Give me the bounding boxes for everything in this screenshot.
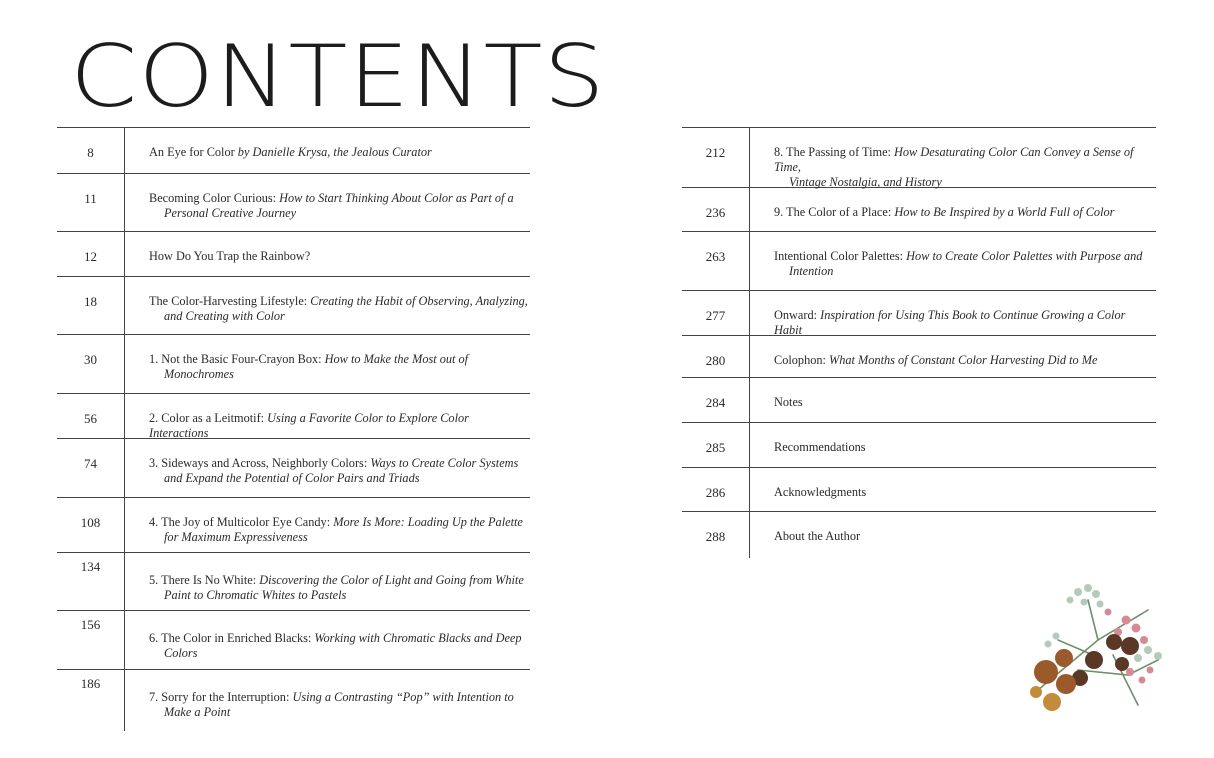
toc-entry-title[interactable]: 4. The Joy of Multicolor Eye Candy: More Is More: Loading Up the Palette for Maximum Expressiveness (149, 515, 523, 544)
toc-row[interactable] (57, 393, 530, 438)
toc-page-number: 186 (57, 670, 125, 731)
toc-page-number: 8 (57, 128, 125, 173)
toc-row[interactable] (682, 422, 1156, 467)
toc-page-number: 156 (57, 611, 125, 669)
toc-row[interactable] (682, 467, 1156, 511)
toc-entry-title[interactable]: Becoming Color Curious: How to Start Thinking About Color as Part of a Personal Creative Journey (149, 191, 514, 220)
toc-row[interactable] (682, 511, 1156, 558)
toc-page-number: 108 (57, 498, 125, 552)
toc-page-number: 284 (682, 378, 750, 422)
toc-page-number: 134 (57, 553, 125, 610)
toc-entry-title[interactable]: 3. Sideways and Across, Neighborly Colors: Ways to Create Color Systems and Expand the Potential of Color Pairs and Triads (149, 456, 519, 485)
toc-page-number: 236 (682, 188, 750, 231)
toc-row[interactable] (57, 334, 530, 393)
toc-entry-title[interactable]: Colophon: What Months of Constant Color Harvesting Did to Me (774, 353, 1098, 367)
toc-entry-title[interactable]: 9. The Color of a Place: How to Be Inspired by a World Full of Color (774, 205, 1115, 219)
toc-entry-title[interactable]: An Eye for Color by Danielle Krysa, the Jealous Curator (149, 145, 432, 159)
toc-page-number: 263 (682, 232, 750, 290)
toc-entry-title[interactable]: Onward: Inspiration for Using This Book to Continue Growing a Color Habit (774, 308, 1126, 337)
toc-row[interactable] (682, 127, 1156, 187)
toc-page-number: 12 (57, 232, 125, 276)
toc-entry-title[interactable]: The Color-Harvesting Lifestyle: Creating the Habit of Observing, Analyzing, and Creating with Color (149, 294, 528, 323)
toc-row[interactable] (682, 377, 1156, 422)
toc-row[interactable] (57, 438, 530, 497)
toc-entry-title[interactable]: Acknowledgments (774, 485, 867, 499)
page-title: CONTENTS (70, 27, 606, 127)
toc-row[interactable] (682, 290, 1156, 335)
toc-row[interactable] (57, 497, 530, 552)
toc-entry-title[interactable]: How Do You Trap the Rainbow? (149, 249, 311, 263)
toc-page-number: 74 (57, 439, 125, 497)
toc-row[interactable] (57, 669, 530, 731)
toc-entry-title[interactable]: 5. There Is No White: Discovering the Color of Light and Going from White Paint to Chromatic Whites to Pastels (149, 573, 524, 602)
toc-row[interactable] (57, 610, 530, 669)
toc-page-number: 11 (57, 174, 125, 231)
toc-entry-title[interactable]: Intentional Color Palettes: How to Create Color Palettes with Purpose and Intention (774, 249, 1143, 278)
toc-entry-title[interactable]: 2. Color as a Leitmotif: Using a Favorite Color to Explore Color Interactions (149, 411, 469, 440)
toc-row[interactable] (57, 552, 530, 610)
toc-page-number: 212 (682, 128, 750, 187)
toc-entry-title[interactable]: 1. Not the Basic Four-Crayon Box: How to Make the Most out of Monochromes (149, 352, 469, 381)
toc-page-number: 280 (682, 336, 750, 377)
toc-entry-title[interactable]: 8. The Passing of Time: How Desaturating Color Can Convey a Sense of Time, Vintage Nostalgia, and History (774, 145, 1134, 189)
toc-page-number: 277 (682, 291, 750, 335)
toc-row[interactable] (682, 187, 1156, 231)
toc-row[interactable] (682, 231, 1156, 290)
toc-row[interactable] (57, 231, 530, 276)
toc-entry-title[interactable]: 7. Sorry for the Interruption: Using a Contrasting “Pop” with Intention to Make a Point (149, 690, 514, 719)
toc-row[interactable] (57, 127, 530, 173)
toc-entry-title[interactable]: About the Author (774, 529, 861, 543)
toc-row[interactable] (57, 276, 530, 334)
toc-entry-title[interactable]: Recommendations (774, 440, 866, 454)
toc-page-number: 285 (682, 423, 750, 467)
botanical-illustration (1018, 580, 1168, 720)
toc-entry-title[interactable]: Notes (774, 395, 803, 409)
toc-row[interactable] (57, 173, 530, 231)
toc-row[interactable] (682, 335, 1156, 377)
toc-page-number: 30 (57, 335, 125, 393)
toc-page-number: 286 (682, 468, 750, 511)
toc-page-number: 56 (57, 394, 125, 438)
toc-page-number: 288 (682, 512, 750, 558)
toc-page-number: 18 (57, 277, 125, 334)
toc-left-column (57, 127, 530, 731)
toc-right-column (682, 127, 1156, 558)
toc-entry-title[interactable]: 6. The Color in Enriched Blacks: Working with Chromatic Blacks and Deep Colors (149, 631, 522, 660)
